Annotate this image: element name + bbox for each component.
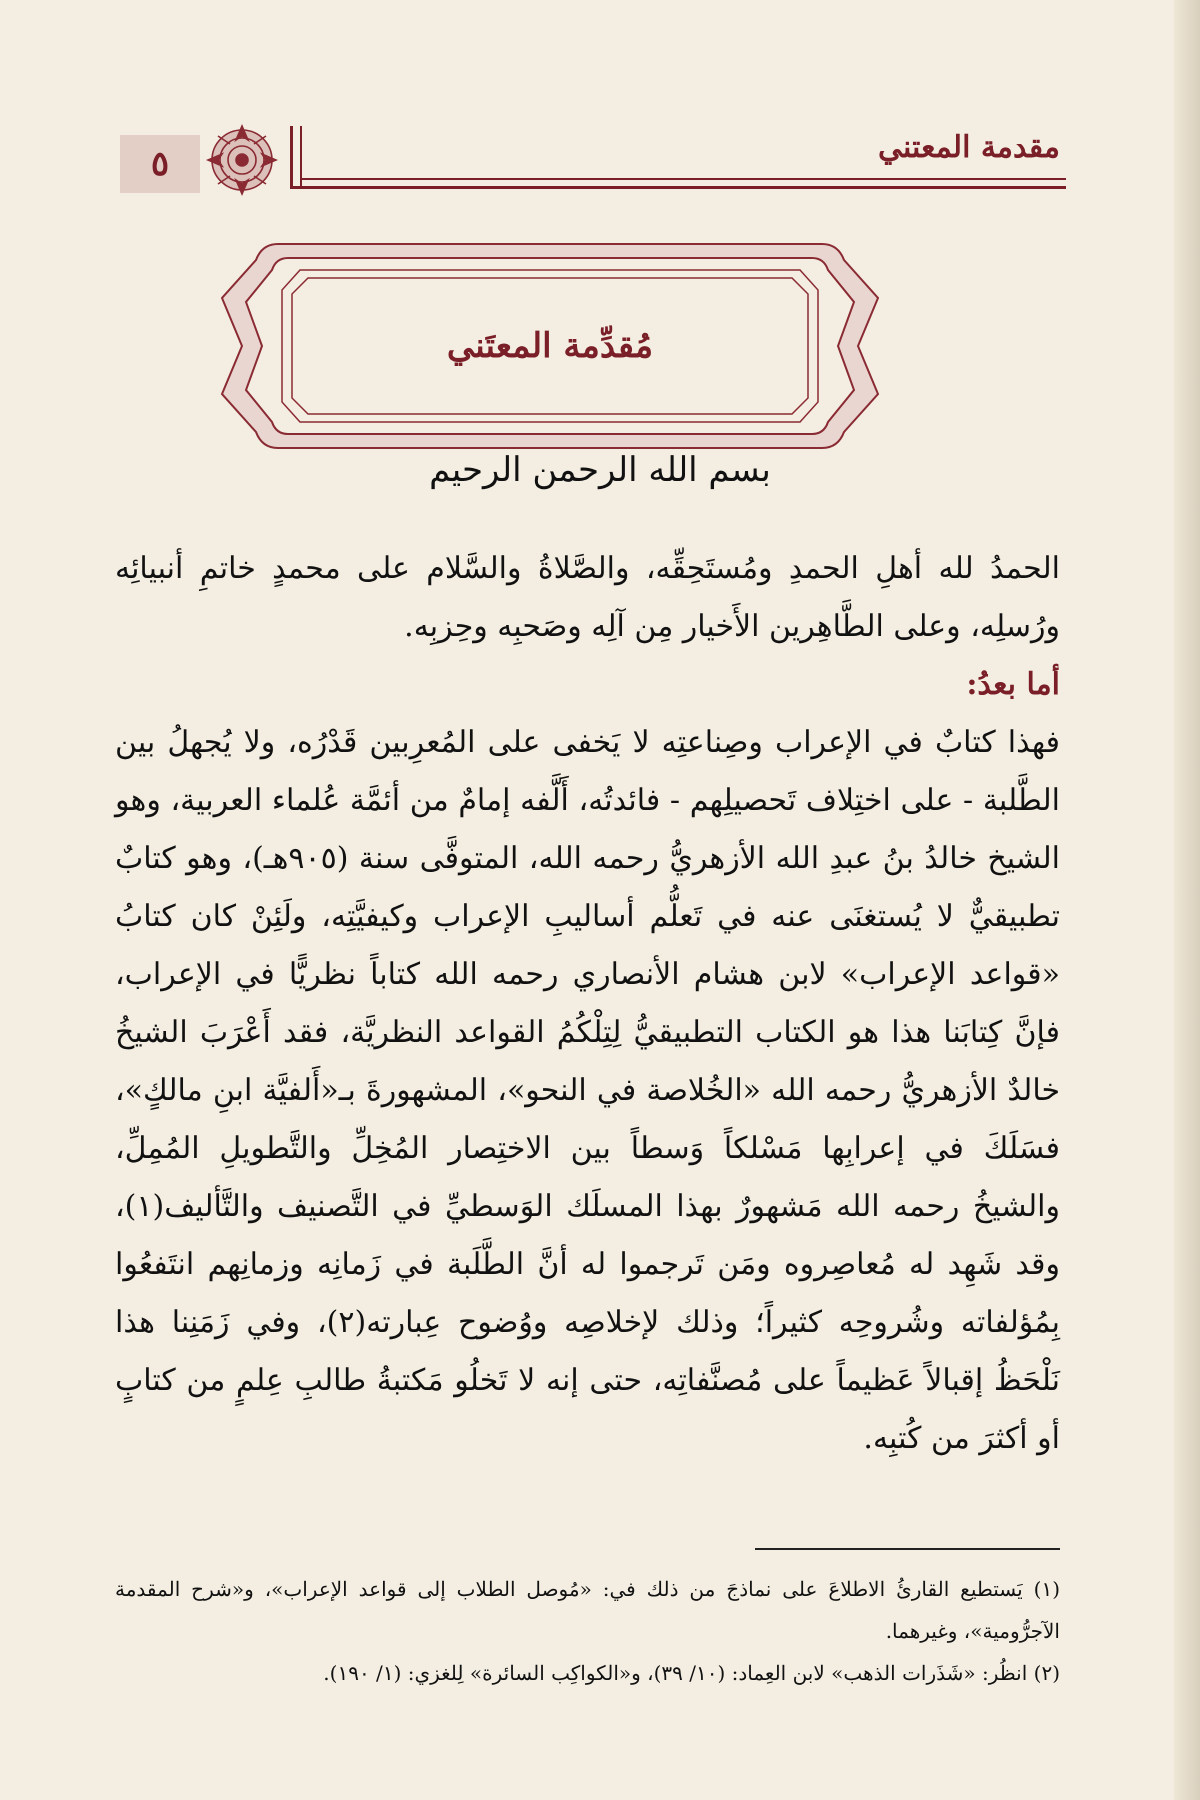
header-rule xyxy=(290,126,293,188)
footnotes xyxy=(115,1568,1060,1694)
footnote: (١) يَستطيع القارئُ الاطلاعَ على نماذجَ من ذلك في: «مُوصل الطلاب إلى قواعد الإعراب»، و«شرح المقدمة الآجرُّومية»، وغيرهما. xyxy=(115,1577,1060,1643)
header-rule xyxy=(290,186,1066,189)
running-title: مقدمة المعتني xyxy=(878,130,1060,165)
page-header xyxy=(110,120,1070,200)
page-edge-shadow xyxy=(1174,0,1200,1800)
header-rule xyxy=(300,178,1066,180)
subheading: أما بعدُ: xyxy=(966,667,1060,702)
paragraph: الحمدُ لله أهلِ الحمدِ ومُستَحِقِّه، والصَّلاةُ والسَّلام على محمدٍ خاتمِ أنبيائِه ورُسلِه، وعلى الطَّاهِرين الأَخيار مِن آلِه وصَحبِه وحِزبِه. xyxy=(115,551,1060,644)
footnote: (٢) انظُر: «شَذَرات الذهب» لابن العِماد: (١٠/ ٣٩)، و«الكواكِب السائرة» لِلغزي: (١/ ١٩٠). xyxy=(323,1661,1060,1685)
rosette-ornament-icon xyxy=(202,120,282,200)
section-title: مُقدِّمة المعتَني xyxy=(446,326,654,366)
basmala: بسم الله الرحمن الرحيم xyxy=(429,450,771,490)
footnote-separator xyxy=(755,1548,1060,1550)
paragraph: فهذا كتابٌ في الإعراب وصِناعتِه لا يَخفى على المُعرِبين قَدْرُه، ولا يُجهلُ بين الطَّلبة - على اختِلاف تَحصيلِهم - فائدتُه، أَلَّفه إمامٌ من أئمَّة عُلماء العربية، وهو الشيخ خالدُ بنُ عبدِ الله الأزهريُّ رحمه الله، المتوفَّى سنة (٩٠٥هـ)، وهو كتابٌ تطبيقيٌّ لا يُستغنَى عنه في تَعلُّم أساليبِ الإعراب وكيفيَّتِه، ولَئِنْ كان كتابُ «قواعد الإعراب» لابن هشام الأنصاري رحمه الله كتاباً نظريًّا في الإعراب، فإنَّ كِتابَنا هذا هو الكتاب التطبيقيُّ لِتِلْكُمُ القواعد النظريَّة، فقد أَعْرَبَ الشيخُ خالدٌ الأزهريُّ رحمه الله «الخُلاصة في النحو»، المشهورةَ بـ«أَلفيَّة ابنِ مالكٍ»، فسَلَكَ في إعرابِها مَسْلكاً وَسطاً بين الاختِصار المُخِلِّ والتَّطويلِ المُمِلِّ، والشيخُ رحمه الله مَشهورٌ بهذا المسلَك الوَسطيِّ في التَّصنيف والتَّأليف(١)، وقد شَهِد له مُعاصِروه ومَن تَرجموا له أنَّ الطَّلَبة في زَمانِه وزمانِهم انتَفعُوا بِمُؤلفاته وشُروحِه كثيراً؛ وذلك لإخلاصِه ووُضوح عِبارته(٢)، وفي زَمَنِنا هذا نَلْحَظُ إقبالاً عَظيماً على مُصنَّفاتِه، حتى إنه لا تَخلُو مَكتبةُ طالبِ عِلمٍ من كتابٍ أو أكثرَ من كُتبِه. xyxy=(115,725,1060,1456)
title-frame xyxy=(218,240,882,452)
page-number: ٥ xyxy=(120,135,200,193)
body-text xyxy=(115,540,1060,1468)
